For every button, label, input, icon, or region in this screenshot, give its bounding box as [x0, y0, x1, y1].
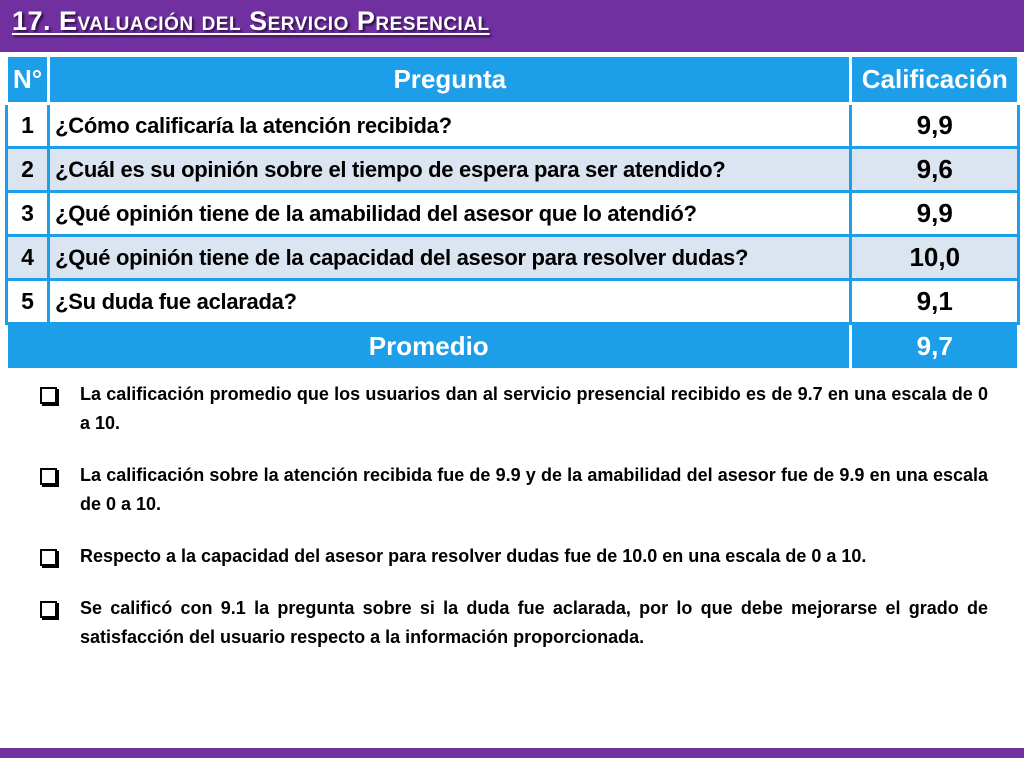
- bullet-text: La calificación sobre la atención recibida fue de 9.9 y de la amabilidad del asesor fue de 9.9 en una escala de 0 a 10.: [80, 465, 988, 514]
- list-item: [40, 380, 988, 438]
- footer-label: Promedio: [7, 324, 851, 370]
- row-num: 3: [7, 192, 49, 236]
- row-score: 9,6: [851, 148, 1019, 192]
- row-num: 1: [7, 104, 49, 148]
- checkbox-bullet-icon: [40, 601, 57, 618]
- checkbox-bullet-icon: [40, 387, 57, 404]
- summary-bullets: [40, 380, 988, 675]
- row-question: ¿Cuál es su opinión sobre el tiempo de espera para ser atendido?: [49, 148, 851, 192]
- row-score: 9,9: [851, 104, 1019, 148]
- list-item: [40, 594, 988, 652]
- row-question: ¿Qué opinión tiene de la amabilidad del asesor que lo atendió?: [49, 192, 851, 236]
- checkbox-bullet-icon: [40, 468, 57, 485]
- slide-title: 17. Evaluación del Servicio Presencial: [12, 6, 490, 36]
- bottom-bar: [0, 748, 1024, 758]
- footer-score: 9,7: [851, 324, 1019, 370]
- bullet-text: Se calificó con 9.1 la pregunta sobre si la duda fue aclarada, por lo que debe mejorarse el grado de satisfacción del usuario respecto a la información proporcionada.: [80, 598, 988, 647]
- row-question: ¿Cómo calificaría la atención recibida?: [49, 104, 851, 148]
- row-question: ¿Qué opinión tiene de la capacidad del asesor para resolver dudas?: [49, 236, 851, 280]
- row-num: 2: [7, 148, 49, 192]
- checkbox-bullet-icon: [40, 549, 57, 566]
- bullet-text: Respecto a la capacidad del asesor para resolver dudas fue de 10.0 en una escala de 0 a 10.: [80, 546, 867, 566]
- row-score: 9,9: [851, 192, 1019, 236]
- row-question: ¿Su duda fue aclarada?: [49, 280, 851, 324]
- evaluation-table: [5, 54, 1020, 371]
- bullet-text: La calificación promedio que los usuarios dan al servicio presencial recibido es de 9.7 en una escala de 0 a 10.: [80, 384, 988, 433]
- list-item: [40, 542, 988, 571]
- row-num: 4: [7, 236, 49, 280]
- row-score: 10,0: [851, 236, 1019, 280]
- row-score: 9,1: [851, 280, 1019, 324]
- table-row: [7, 104, 1019, 148]
- row-num: 5: [7, 280, 49, 324]
- list-item: [40, 461, 988, 519]
- table-row: [7, 148, 1019, 192]
- table-row: [7, 280, 1019, 324]
- table-row: [7, 236, 1019, 280]
- header-num: N°: [7, 56, 49, 104]
- header-question: Pregunta: [49, 56, 851, 104]
- table-footer-row: [7, 324, 1019, 370]
- title-bar: [0, 0, 1024, 52]
- table-header-row: [7, 56, 1019, 104]
- table-row: [7, 192, 1019, 236]
- header-score: Calificación: [851, 56, 1019, 104]
